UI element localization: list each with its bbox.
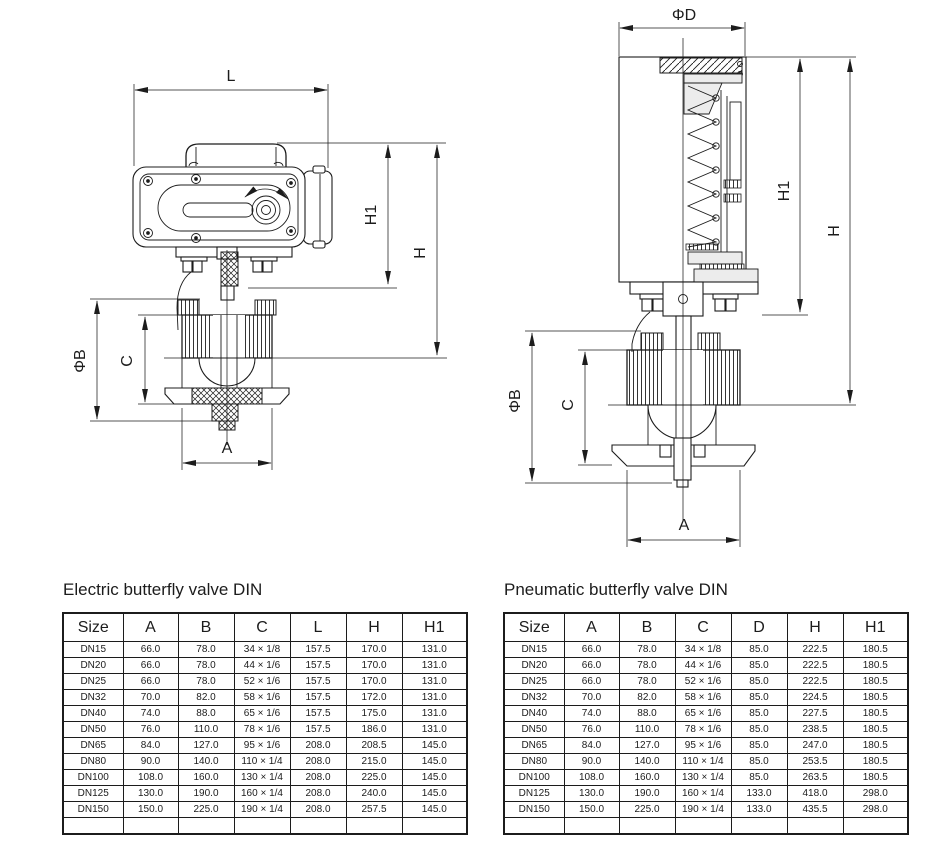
stem-coupling bbox=[221, 252, 238, 286]
table-row bbox=[63, 738, 467, 754]
lower-stem bbox=[212, 404, 238, 421]
table-cell: DN50 bbox=[504, 722, 564, 738]
table-cell: 88.0 bbox=[178, 706, 234, 722]
table-cell: 208.0 bbox=[290, 738, 346, 754]
table-cell: DN65 bbox=[504, 738, 564, 754]
neck-nut bbox=[255, 300, 276, 315]
dim-label-L: L bbox=[226, 68, 236, 85]
table-cell: 131.0 bbox=[402, 690, 467, 706]
table-cell: 215.0 bbox=[346, 754, 402, 770]
table-cell: 157.5 bbox=[290, 674, 346, 690]
table-cell: DN80 bbox=[63, 754, 123, 770]
table-cell: 82.0 bbox=[178, 690, 234, 706]
table-cell: 58 × 1/6 bbox=[675, 690, 731, 706]
table-cell: 145.0 bbox=[402, 802, 467, 818]
table-cell: 160.0 bbox=[619, 770, 675, 786]
table-cell: 88.0 bbox=[619, 706, 675, 722]
table-cell: 85.0 bbox=[731, 642, 787, 658]
table-cell: 133.0 bbox=[731, 786, 787, 802]
table-cell: 85.0 bbox=[731, 770, 787, 786]
table-cell: 253.5 bbox=[787, 754, 843, 770]
table-cell: 110 × 1/4 bbox=[675, 754, 731, 770]
table-cell bbox=[234, 818, 290, 835]
electric-table-title: Electric butterfly valve DIN bbox=[63, 580, 263, 599]
table-cell: 170.0 bbox=[346, 674, 402, 690]
table-cell: 85.0 bbox=[731, 722, 787, 738]
table-cell: 34 × 1/8 bbox=[234, 642, 290, 658]
table-cell: 131.0 bbox=[402, 706, 467, 722]
table-cell bbox=[346, 818, 402, 835]
table-cell: 78.0 bbox=[619, 642, 675, 658]
table-cell: 82.0 bbox=[619, 690, 675, 706]
table-cell: 66.0 bbox=[123, 658, 178, 674]
column-header: H bbox=[787, 613, 843, 642]
table-cell: 85.0 bbox=[731, 706, 787, 722]
dim-label-H: H bbox=[412, 247, 429, 259]
table-cell: 150.0 bbox=[564, 802, 619, 818]
table-cell: 263.5 bbox=[787, 770, 843, 786]
table-cell: DN125 bbox=[63, 786, 123, 802]
cylinder-top-cap bbox=[660, 58, 742, 73]
table-cell: 85.0 bbox=[731, 754, 787, 770]
table-cell: 170.0 bbox=[346, 658, 402, 674]
table-cell: 224.5 bbox=[787, 690, 843, 706]
table-cell: DN150 bbox=[63, 802, 123, 818]
table-cell: 66.0 bbox=[564, 642, 619, 658]
column-header: Size bbox=[63, 613, 123, 642]
table-cell: DN25 bbox=[63, 674, 123, 690]
table-cell: 180.5 bbox=[843, 754, 908, 770]
table-cell: DN65 bbox=[63, 738, 123, 754]
table-cell: DN25 bbox=[504, 674, 564, 690]
electric-valve-body bbox=[165, 250, 289, 445]
dim-label-H: H bbox=[826, 225, 843, 237]
table-cell: 131.0 bbox=[402, 722, 467, 738]
table-cell: DN20 bbox=[504, 658, 564, 674]
table-cell bbox=[843, 818, 908, 835]
table-cell: 222.5 bbox=[787, 642, 843, 658]
table-row bbox=[63, 706, 467, 722]
column-header: D bbox=[731, 613, 787, 642]
column-header: A bbox=[123, 613, 178, 642]
table-cell: 157.5 bbox=[290, 658, 346, 674]
table-row bbox=[504, 754, 908, 770]
electric-table-section bbox=[62, 580, 468, 835]
table-cell: DN100 bbox=[504, 770, 564, 786]
table-row bbox=[63, 674, 467, 690]
table-cell: 145.0 bbox=[402, 786, 467, 802]
table-cell: 130.0 bbox=[123, 786, 178, 802]
valve-stem bbox=[676, 316, 691, 350]
table-row bbox=[63, 754, 467, 770]
table-cell: 247.0 bbox=[787, 738, 843, 754]
table-cell: 70.0 bbox=[564, 690, 619, 706]
table-cell: 58 × 1/6 bbox=[234, 690, 290, 706]
column-header: A bbox=[564, 613, 619, 642]
table-cell: 66.0 bbox=[564, 658, 619, 674]
column-header: L bbox=[290, 613, 346, 642]
dim-label-H1: H1 bbox=[776, 180, 793, 202]
pneumatic-table-section bbox=[503, 580, 909, 835]
table-cell: 208.0 bbox=[290, 754, 346, 770]
butterfly-disc bbox=[648, 405, 716, 439]
table-cell: 160 × 1/4 bbox=[675, 786, 731, 802]
electric-valve-drawing bbox=[72, 68, 447, 470]
table-cell: 85.0 bbox=[731, 674, 787, 690]
actuator-rear-block bbox=[303, 171, 332, 244]
table-cell: 227.5 bbox=[787, 706, 843, 722]
column-header: C bbox=[234, 613, 290, 642]
table-cell: DN125 bbox=[504, 786, 564, 802]
table-cell: 257.5 bbox=[346, 802, 402, 818]
table-row bbox=[63, 802, 467, 818]
table-row bbox=[504, 802, 908, 818]
table-cell: 208.0 bbox=[290, 786, 346, 802]
table-cell bbox=[619, 818, 675, 835]
table-cell: 85.0 bbox=[731, 738, 787, 754]
table-cell: DN20 bbox=[63, 658, 123, 674]
table-cell: 170.0 bbox=[346, 642, 402, 658]
lower-stem bbox=[674, 438, 691, 480]
table-row bbox=[504, 642, 908, 658]
column-header: B bbox=[619, 613, 675, 642]
table-cell: DN80 bbox=[504, 754, 564, 770]
table-cell: 66.0 bbox=[123, 674, 178, 690]
table-cell: DN32 bbox=[63, 690, 123, 706]
column-header: H1 bbox=[402, 613, 467, 642]
table-cell: 95 × 1/6 bbox=[675, 738, 731, 754]
table-cell: 208.0 bbox=[290, 802, 346, 818]
table-row bbox=[504, 722, 908, 738]
table-cell: 208.0 bbox=[290, 770, 346, 786]
table-cell: 180.5 bbox=[843, 722, 908, 738]
table-cell: 225.0 bbox=[346, 770, 402, 786]
table-cell: 52 × 1/6 bbox=[234, 674, 290, 690]
table-row bbox=[63, 658, 467, 674]
table-cell: 74.0 bbox=[123, 706, 178, 722]
table-cell: 108.0 bbox=[123, 770, 178, 786]
neck-nut bbox=[178, 300, 199, 315]
dim-label-A: A bbox=[221, 440, 233, 457]
table-row bbox=[63, 690, 467, 706]
table-cell: 133.0 bbox=[731, 802, 787, 818]
table-cell: 74.0 bbox=[564, 706, 619, 722]
table-cell bbox=[504, 818, 564, 835]
table-cell: 34 × 1/8 bbox=[675, 642, 731, 658]
electric-actuator bbox=[133, 144, 332, 248]
table-cell: 84.0 bbox=[123, 738, 178, 754]
table-cell: 157.5 bbox=[290, 690, 346, 706]
table-cell: DN40 bbox=[504, 706, 564, 722]
table-cell: 180.5 bbox=[843, 738, 908, 754]
table-cell bbox=[731, 818, 787, 835]
table-cell: 127.0 bbox=[178, 738, 234, 754]
table-cell: 131.0 bbox=[402, 674, 467, 690]
pneumatic-valve-drawing bbox=[507, 7, 856, 547]
pneumatic-table-title: Pneumatic butterfly valve DIN bbox=[504, 580, 728, 599]
column-header: C bbox=[675, 613, 731, 642]
table-row bbox=[504, 706, 908, 722]
table-cell: 208.5 bbox=[346, 738, 402, 754]
table-cell: 95 × 1/6 bbox=[234, 738, 290, 754]
table-cell: 180.5 bbox=[843, 674, 908, 690]
table-cell: 78.0 bbox=[178, 658, 234, 674]
table-cell: 76.0 bbox=[564, 722, 619, 738]
table-cell: 240.0 bbox=[346, 786, 402, 802]
table-cell: 160.0 bbox=[178, 770, 234, 786]
dim-label-phiD: ΦD bbox=[671, 7, 697, 24]
table-cell: 160 × 1/4 bbox=[234, 786, 290, 802]
table-cell: DN15 bbox=[63, 642, 123, 658]
table-cell: 180.5 bbox=[843, 706, 908, 722]
table-cell: 298.0 bbox=[843, 802, 908, 818]
piston-plate bbox=[684, 74, 742, 83]
table-row bbox=[63, 786, 467, 802]
table-cell: 225.0 bbox=[178, 802, 234, 818]
dim-label-C: C bbox=[119, 355, 136, 367]
table-row bbox=[504, 786, 908, 802]
table-cell: 131.0 bbox=[402, 642, 467, 658]
table-cell: 110 × 1/4 bbox=[234, 754, 290, 770]
table-row bbox=[63, 642, 467, 658]
actuator-top-cover bbox=[186, 144, 286, 167]
table-cell: 145.0 bbox=[402, 770, 467, 786]
table-cell: 108.0 bbox=[564, 770, 619, 786]
table-cell: DN15 bbox=[504, 642, 564, 658]
table-cell: 90.0 bbox=[123, 754, 178, 770]
table-cell: 130 × 1/4 bbox=[234, 770, 290, 786]
table-cell: 180.5 bbox=[843, 658, 908, 674]
table-cell: 110.0 bbox=[619, 722, 675, 738]
table-cell: 44 × 1/6 bbox=[675, 658, 731, 674]
table-cell: 127.0 bbox=[619, 738, 675, 754]
table-cell: 66.0 bbox=[123, 642, 178, 658]
table-cell: 418.0 bbox=[787, 786, 843, 802]
table-cell: 145.0 bbox=[402, 738, 467, 754]
table-cell: 190 × 1/4 bbox=[675, 802, 731, 818]
table-header-row bbox=[504, 613, 908, 642]
table-cell: 157.5 bbox=[290, 642, 346, 658]
table-header-row bbox=[63, 613, 467, 642]
table-cell: 130.0 bbox=[564, 786, 619, 802]
table-row bbox=[63, 770, 467, 786]
table-cell bbox=[402, 818, 467, 835]
pneumatic-actuator bbox=[619, 57, 758, 282]
table-cell: 130 × 1/4 bbox=[675, 770, 731, 786]
table-cell: 78 × 1/6 bbox=[234, 722, 290, 738]
table-cell: 78 × 1/6 bbox=[675, 722, 731, 738]
table-cell: 180.5 bbox=[843, 642, 908, 658]
table-cell: 222.5 bbox=[787, 658, 843, 674]
table-cell: 90.0 bbox=[564, 754, 619, 770]
dim-label-phiB: ΦB bbox=[507, 389, 524, 413]
table-row bbox=[504, 674, 908, 690]
table-cell bbox=[290, 818, 346, 835]
table-cell: 131.0 bbox=[402, 658, 467, 674]
table-cell: 78.0 bbox=[619, 674, 675, 690]
table-cell: 84.0 bbox=[564, 738, 619, 754]
table-cell: 150.0 bbox=[123, 802, 178, 818]
table-cell: 66.0 bbox=[564, 674, 619, 690]
table-cell: 180.5 bbox=[843, 770, 908, 786]
dim-label-C: C bbox=[560, 399, 577, 411]
table-cell: 140.0 bbox=[178, 754, 234, 770]
table-cell: DN50 bbox=[63, 722, 123, 738]
neck-nut bbox=[698, 333, 720, 350]
table-cell: 85.0 bbox=[731, 690, 787, 706]
table-row bbox=[504, 818, 908, 835]
table-row bbox=[504, 738, 908, 754]
table-cell: 52 × 1/6 bbox=[675, 674, 731, 690]
table-cell: 172.0 bbox=[346, 690, 402, 706]
table-cell: 175.0 bbox=[346, 706, 402, 722]
table-cell: 110.0 bbox=[178, 722, 234, 738]
dim-label-A: A bbox=[678, 517, 690, 534]
table-cell bbox=[123, 818, 178, 835]
table-cell: 85.0 bbox=[731, 658, 787, 674]
table-cell: 78.0 bbox=[178, 674, 234, 690]
table-cell: DN40 bbox=[63, 706, 123, 722]
table-row bbox=[504, 658, 908, 674]
table-cell: 78.0 bbox=[619, 658, 675, 674]
column-header: Size bbox=[504, 613, 564, 642]
table-cell: 238.5 bbox=[787, 722, 843, 738]
table-cell bbox=[564, 818, 619, 835]
actuator-housing bbox=[133, 167, 305, 247]
table-cell: DN150 bbox=[504, 802, 564, 818]
table-cell bbox=[675, 818, 731, 835]
table-cell: 190.0 bbox=[619, 786, 675, 802]
pneumatic-dimensions-table bbox=[503, 612, 909, 835]
neck-nut bbox=[641, 333, 663, 350]
table-cell: 145.0 bbox=[402, 754, 467, 770]
table-cell: 157.5 bbox=[290, 706, 346, 722]
electric-dimensions-table bbox=[62, 612, 468, 835]
table-cell: 298.0 bbox=[843, 786, 908, 802]
column-header: H bbox=[346, 613, 402, 642]
table-cell: 157.5 bbox=[290, 722, 346, 738]
column-header: H1 bbox=[843, 613, 908, 642]
table-cell: 190 × 1/4 bbox=[234, 802, 290, 818]
table-cell: 76.0 bbox=[123, 722, 178, 738]
table-row bbox=[63, 722, 467, 738]
table-row bbox=[504, 770, 908, 786]
table-cell: 44 × 1/6 bbox=[234, 658, 290, 674]
table-cell bbox=[63, 818, 123, 835]
table-cell: 435.5 bbox=[787, 802, 843, 818]
table-cell: 65 × 1/6 bbox=[675, 706, 731, 722]
table-cell bbox=[787, 818, 843, 835]
table-cell: 180.5 bbox=[843, 690, 908, 706]
table-cell: 186.0 bbox=[346, 722, 402, 738]
table-cell: 225.0 bbox=[619, 802, 675, 818]
table-cell: 190.0 bbox=[178, 786, 234, 802]
table-cell: 222.5 bbox=[787, 674, 843, 690]
table-cell: 78.0 bbox=[178, 642, 234, 658]
dim-label-H1: H1 bbox=[363, 204, 380, 226]
table-row bbox=[504, 690, 908, 706]
table-cell: 140.0 bbox=[619, 754, 675, 770]
dim-label-phiB: ΦB bbox=[72, 349, 89, 373]
table-cell bbox=[178, 818, 234, 835]
table-cell: 65 × 1/6 bbox=[234, 706, 290, 722]
table-row bbox=[63, 818, 467, 835]
table-cell: DN100 bbox=[63, 770, 123, 786]
table-cell: DN32 bbox=[504, 690, 564, 706]
table-cell: 70.0 bbox=[123, 690, 178, 706]
column-header: B bbox=[178, 613, 234, 642]
